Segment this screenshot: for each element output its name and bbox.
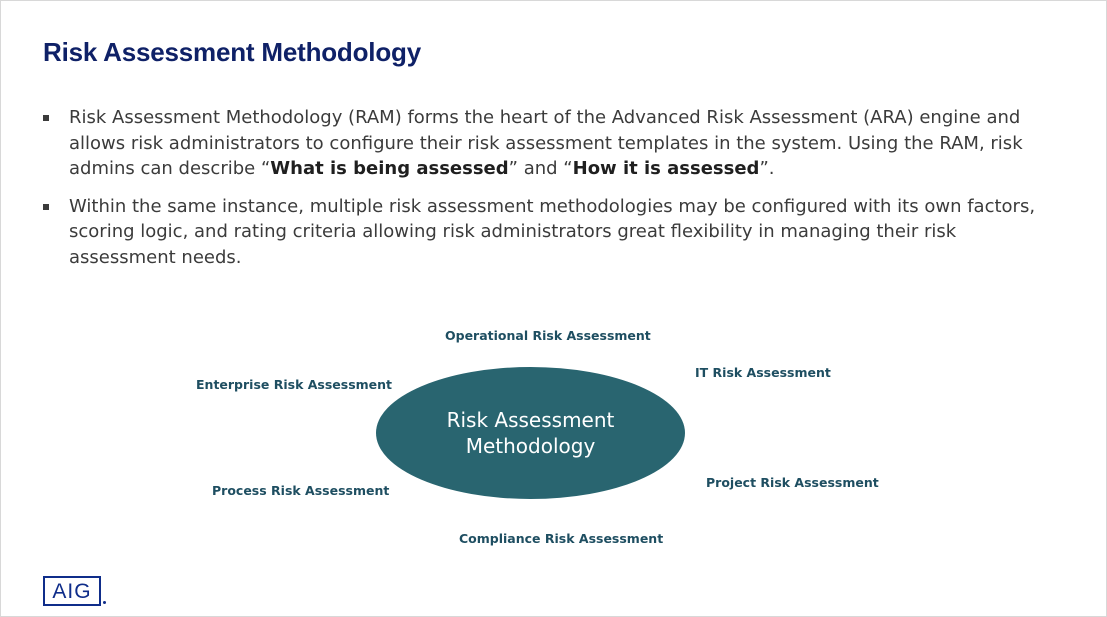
node-project-risk: Project Risk Assessment — [706, 475, 879, 490]
square-bullet-icon — [43, 204, 49, 210]
bullet-text: Risk Assessment Methodology (RAM) forms the heart of the Advanced Risk Assessment (ARA) engine and allows risk administrators to configure their risk assessment templates in the system. Using the RAM, risk admins can describe “ — [69, 107, 1023, 179]
center-label-line-1: Risk Assessment — [446, 408, 615, 432]
square-bullet-icon — [43, 115, 49, 121]
node-it-risk: IT Risk Assessment — [695, 365, 831, 380]
logo-text: AIG — [52, 579, 92, 603]
slide-title: Risk Assessment Methodology — [43, 37, 421, 67]
aig-logo — [43, 576, 101, 606]
node-process-risk: Process Risk Assessment — [212, 483, 390, 498]
node-enterprise-risk: Enterprise Risk Assessment — [196, 377, 393, 392]
bullet-text: Within the same instance, multiple risk assessment methodologies may be configured with its own factors, scoring logic, and rating criteria allowing risk administrators great flexibility in managing their risk assessment needs. — [69, 195, 1036, 268]
bullet-list — [43, 105, 1063, 282]
node-operational-risk: Operational Risk Assessment — [445, 328, 651, 343]
logo-dot-icon — [103, 601, 106, 604]
bullet-text: ” and “ — [508, 158, 573, 179]
center-label — [431, 407, 631, 459]
bullet-text: ”. — [759, 158, 775, 179]
center-label-line-2: Methodology — [465, 434, 596, 458]
center-ellipse — [376, 367, 685, 499]
bullet-bold-text: How it is assessed — [572, 158, 760, 179]
bullet-item-ram-overview — [43, 105, 1063, 182]
node-compliance-risk: Compliance Risk Assessment — [459, 531, 664, 546]
bullet-item-multiple-methodologies — [43, 194, 1063, 271]
bullet-bold-text: What is being assessed — [270, 158, 509, 179]
